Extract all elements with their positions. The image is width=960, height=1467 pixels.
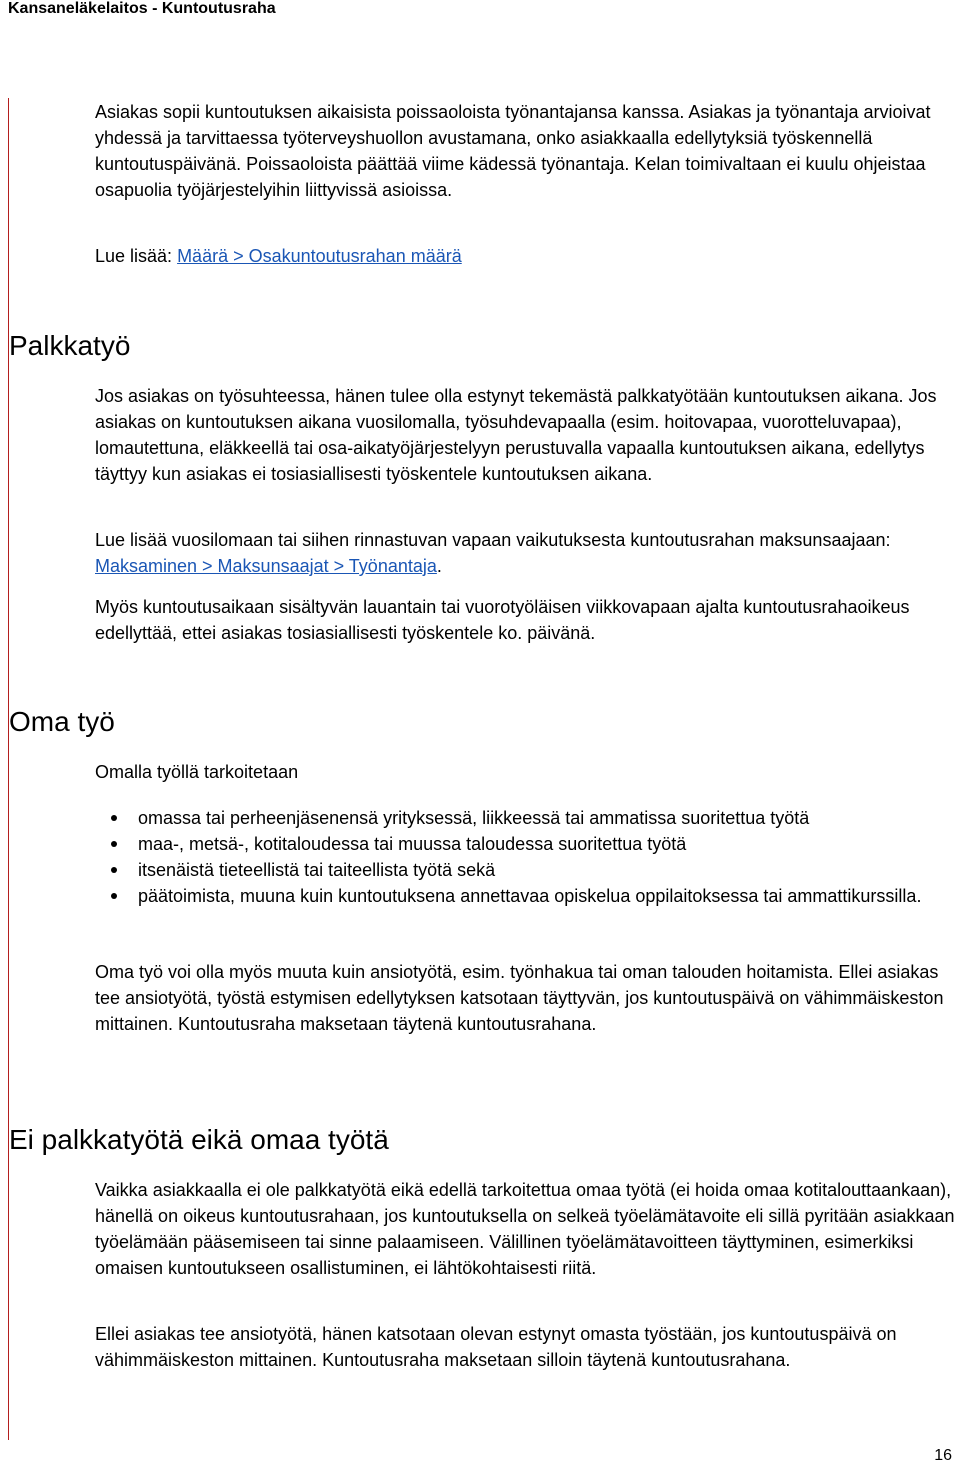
left-margin-rule <box>8 98 9 1440</box>
intro-paragraph: Asiakas sopii kuntoutuksen aikaisista poissaoloista työnantajansa kanssa. Asiakas ja työnantaja arvioivat yhdessä ja tarvittaessa työterveyshuollon avustamana, onko asiakkaalla edellytyksiä työskennellä kuntoutuspäivänä. Poissaoloista päättää viime kädessä työnantaja. Kelan toimivaltaan ei kuulu ohjeistaa osapuolia työjärjestelyihin liittyvissä asioissa. <box>95 102 931 200</box>
list-item: omassa tai perheenjäsenensä yrityksessä, liikkeessä tai ammatissa suoritettua työtä <box>95 805 955 831</box>
link-maksaminen-maksunsaajat-tyonantaja[interactable]: Maksaminen > Maksunsaajat > Työnantaja <box>95 556 437 576</box>
list-item: maa-, metsä-, kotitaloudessa tai muussa taloudessa suoritettua työtä <box>95 831 955 857</box>
oma-tyo-paragraph: Oma työ voi olla myös muuta kuin ansiotyötä, esim. työnhakua tai oman talouden hoitamista. Ellei asiakas tee ansiotyötä, työstä estymisen edellytyksen katsotaan täyttyvän, jos kuntoutuspäivä on vähimmäiskeston mittainen. Kuntoutusraha maksetaan täytenä kuntoutusrahana. <box>95 962 944 1034</box>
heading-oma-tyo: Oma työ <box>9 706 115 737</box>
list-item: itsenäistä tieteellistä tai taiteellista työtä sekä <box>95 857 955 883</box>
document-header-title: Kansaneläkelaitos - Kuntoutusraha <box>8 0 276 17</box>
palkkatyo-paragraph-2 <box>95 527 955 579</box>
page-number: 16 <box>934 1447 952 1464</box>
oma-tyo-bullet-list <box>95 805 955 909</box>
ei-palkkatyota-paragraph-1: Vaikka asiakkaalla ei ole palkkatyötä eikä edellä tarkoitettua omaa työtä (ei hoida omaa kotitalouttaankaan), hänellä on oikeus kuntoutusrahaan, jos kuntoutuksella on selkeä työelämätavoite eli sillä pyritään asiakkaan työelämään pääsemiseen tai sinne palaamiseen. Välillinen työelämätavoitteen täyttyminen, esimerkiksi omaisen kuntoutukseen osallistuminen, ei lähtökohtaisesti riitä. <box>95 1180 955 1278</box>
oma-tyo-intro: Omalla työllä tarkoitetaan <box>95 762 299 782</box>
heading-ei-palkkatyota: Ei palkkatyötä eikä omaa työtä <box>9 1124 389 1155</box>
heading-palkkatyo: Palkkatyö <box>9 330 131 361</box>
intro-readmore-prefix: Lue lisää: <box>95 246 178 266</box>
palkkatyo-paragraph-1: Jos asiakas on työsuhteessa, hänen tulee olla estynyt tekemästä palkkatyötään kuntoutuksen aikana. Jos asiakas on kuntoutuksen aikana vuosilomalla, työsuhdevapaalla (esim. hoitovapaa, vuorotteluvapaa), lomautettuna, eläkkeellä tai osa-aikatyöjärjestelyyn perustuvalla vapaalla kuntoutuksen aikana, edellytys täyttyy kun asiakas ei tosiasiallisesti työskentele kuntoutuksen aikana. <box>95 386 937 484</box>
palkkatyo-readmore-prefix: Lue lisää vuosilomaan tai siihen rinnastuvan vapaan vaikutuksesta kuntoutusrahan maksunsaajaan: <box>95 530 891 550</box>
list-item: päätoimista, muuna kuin kuntoutuksena annettavaa opiskelua oppilaitoksessa tai ammattikurssilla. <box>95 883 955 909</box>
ei-palkkatyota-paragraph-2: Ellei asiakas tee ansiotyötä, hänen katsotaan olevan estynyt omasta työstään, jos kuntoutuspäivä on vähimmäiskeston mittainen. Kuntoutusraha maksetaan silloin täytenä kuntoutusrahana. <box>95 1324 897 1370</box>
palkkatyo-readmore-suffix: . <box>436 556 442 576</box>
palkkatyo-paragraph-3: Myös kuntoutusaikaan sisältyvän lauantain tai vuorotyöläisen viikkovapaan ajalta kuntoutusrahaoikeus edellyttää, ettei asiakas tosiasiallisesti työskentele ko. päivänä. <box>95 597 910 643</box>
link-maara-osakuntoutusrahan-maara[interactable]: Määrä > Osakuntoutusrahan määrä <box>177 246 462 266</box>
intro-readmore <box>95 243 955 269</box>
